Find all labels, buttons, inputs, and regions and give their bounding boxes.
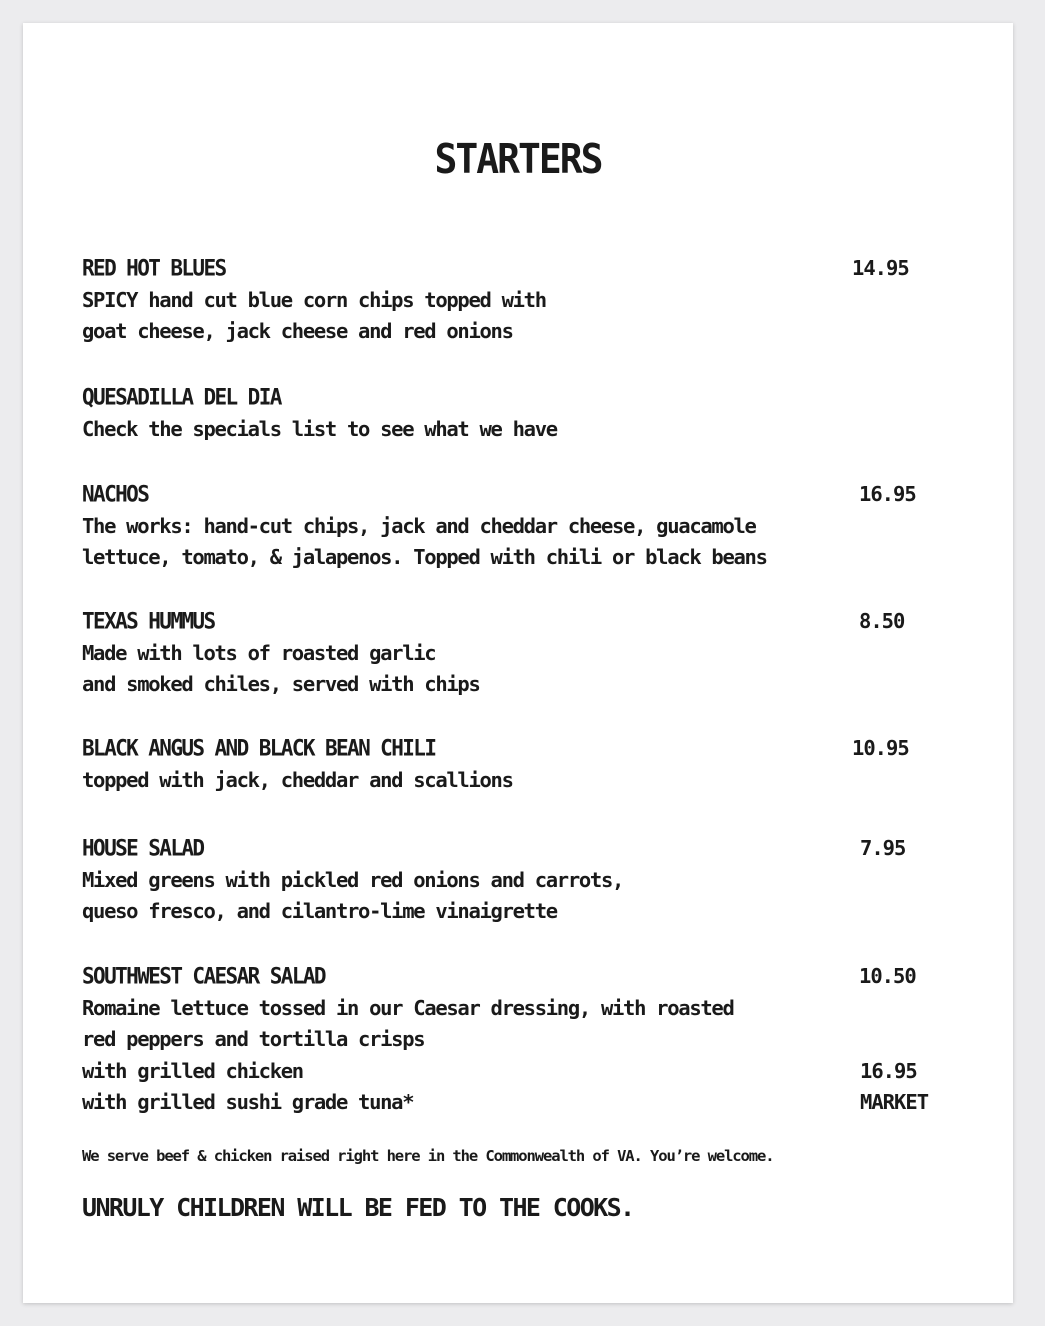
item-price: 8.50 [859, 609, 905, 633]
item-description: and smoked chiles, served with chips [82, 672, 480, 696]
footer-warning: UNRULY CHILDREN WILL BE FED TO THE COOKS. [82, 1193, 634, 1222]
item-description: lettuce, tomato, & jalapenos. Topped with chili or black beans [82, 545, 767, 569]
item-name: NACHOS [82, 481, 149, 507]
item-price: 10.50 [859, 964, 916, 988]
menu-item-house-salad [82, 833, 962, 928]
addon-label: with grilled chicken [82, 1058, 303, 1083]
item-description: Mixed greens with pickled red onions and carrots, [82, 867, 624, 892]
item-price: 14.95 [852, 256, 909, 280]
item-description: Made with lots of roasted garlic [82, 640, 436, 665]
addon-label: with grilled sushi grade tuna* [82, 1090, 414, 1114]
addon-price: 16.95 [860, 1058, 917, 1083]
menu-page [23, 23, 1013, 1303]
item-name: RED HOT BLUES [82, 255, 226, 281]
item-name: QUESADILLA DEL DIA [82, 384, 281, 410]
item-name: BLACK ANGUS AND BLACK BEAN CHILI [82, 735, 436, 761]
item-description: Check the specials list to see what we have [82, 416, 557, 441]
item-description: SPICY hand cut blue corn chips topped with [82, 287, 546, 312]
item-description: queso fresco, and cilantro-lime vinaigrette [82, 899, 557, 923]
item-price: 16.95 [859, 482, 916, 506]
menu-item-southwest-caesar-salad [82, 961, 962, 1119]
menu-item-texas-hummus [82, 606, 962, 701]
menu-item-black-angus-chili [82, 733, 962, 796]
sourcing-note: We serve beef & chicken raised right here in the Commonwealth of VA. You’re welcome. [82, 1147, 774, 1165]
item-price: 10.95 [852, 736, 909, 760]
addon-grilled-tuna [82, 1087, 962, 1119]
item-name: TEXAS HUMMUS [82, 608, 215, 634]
page-title: STARTERS [434, 135, 602, 183]
item-description: goat cheese, jack cheese and red onions [82, 319, 513, 343]
menu-item-red-hot-blues [82, 253, 962, 348]
menu-item-quesadilla-del-dia [82, 382, 962, 445]
addon-grilled-chicken [82, 1056, 962, 1088]
menu-item-nachos [82, 479, 962, 574]
item-price: 7.95 [860, 836, 906, 860]
item-description: The works: hand-cut chips, jack and cheddar cheese, guacamole [82, 513, 756, 538]
addon-price: MARKET [860, 1090, 929, 1114]
item-name: SOUTHWEST CAESAR SALAD [82, 963, 325, 989]
item-description: Romaine lettuce tossed in our Caesar dressing, with roasted [82, 995, 734, 1020]
item-name: HOUSE SALAD [82, 835, 204, 861]
item-description: topped with jack, cheddar and scallions [82, 767, 513, 792]
item-description: red peppers and tortilla crisps [82, 1027, 425, 1051]
